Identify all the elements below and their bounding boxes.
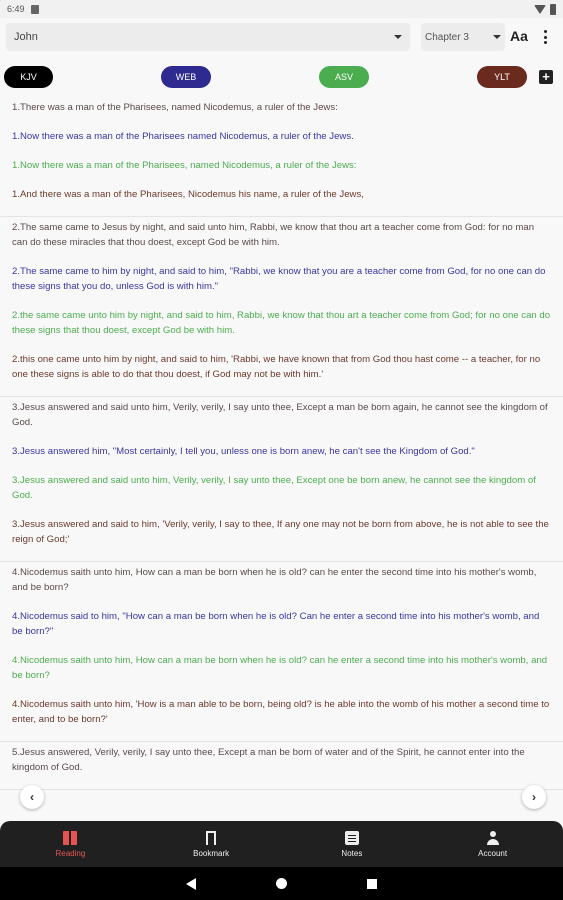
verse-group	[0, 742, 563, 790]
verse-text[interactable]: 3.Jesus answered and said to him, 'Verily, verily, I say to thee, If any one may not be born from above, he is not able to see the reign of God;'	[12, 519, 549, 545]
version-pill-kjv[interactable]: KJV	[4, 66, 53, 88]
verse-text[interactable]: 2.the same came unto him by night, and said to him, Rabbi, we know that thou art a teacher come from God; for no one can do these signs that thou doest, except God be with him.	[12, 310, 551, 336]
next-chapter-button[interactable]: ›	[522, 785, 546, 809]
back-icon[interactable]	[186, 878, 196, 890]
status-bar	[0, 0, 563, 18]
verse-text[interactable]: 5.Jesus answered, Verily, verily, I say unto thee, Except a man be born of water and of the Spirit, he cannot enter into the kingdom of God.	[12, 747, 525, 773]
home-icon[interactable]	[276, 878, 287, 889]
version-pill-ylt[interactable]: YLT	[477, 66, 527, 88]
font-size-button[interactable]: Aa	[510, 28, 528, 44]
verse-text[interactable]: 1.There was a man of the Pharisees, named Nicodemus, a ruler of the Jews:	[12, 102, 338, 113]
status-time: 6:49	[7, 4, 25, 14]
sd-card-icon	[31, 5, 39, 14]
verse-group	[0, 217, 563, 397]
notes-icon	[345, 831, 359, 845]
bookmark-icon	[206, 831, 216, 845]
verse-text[interactable]: 1.Now there was a man of the Pharisees named Nicodemus, a ruler of the Jews.	[12, 131, 354, 142]
nav-item-label: Bookmark	[193, 848, 230, 858]
recent-apps-icon[interactable]	[367, 879, 377, 889]
verse-group	[0, 97, 563, 217]
nav-item-notes[interactable]	[282, 821, 423, 867]
verse-group	[0, 397, 563, 562]
add-version-icon[interactable]: +	[539, 70, 553, 84]
nav-item-account[interactable]	[422, 821, 563, 867]
verse-list[interactable]	[0, 97, 563, 819]
wifi-icon	[534, 5, 546, 14]
chevron-down-icon	[394, 35, 402, 39]
version-pill-asv[interactable]: ASV	[319, 66, 369, 88]
nav-item-label: Notes	[341, 848, 363, 858]
verse-text[interactable]: 3.Jesus answered and said unto him, Verily, verily, I say unto thee, Except one be born anew, he cannot see the kingdom of God.	[12, 475, 536, 501]
verse-text[interactable]: 3.Jesus answered and said unto him, Verily, verily, I say unto thee, Except a man be born again, he cannot see the kingdom of God.	[12, 402, 548, 428]
top-bar	[0, 22, 563, 52]
chapter-select[interactable]	[421, 23, 505, 51]
nav-item-reading[interactable]	[0, 821, 141, 867]
bottom-navigation	[0, 821, 563, 867]
status-icons	[534, 4, 556, 15]
previous-chapter-button[interactable]: ‹	[20, 785, 44, 809]
book-select[interactable]	[6, 23, 410, 51]
nav-item-label: Reading	[55, 848, 86, 858]
verse-group	[0, 562, 563, 742]
verse-text[interactable]: 1.Now there was a man of the Pharisees, named Nicodemus, a ruler of the Jews:	[12, 160, 357, 171]
verse-text[interactable]: 4.Nicodemus saith unto him, 'How is a man able to be born, being old? is he able into the womb of his mother a second time to enter, and to be born?'	[12, 699, 550, 725]
verse-text[interactable]: 4.Nicodemus saith unto him, How can a man be born when he is old? can he enter the second time into his mother's womb, and be born?	[12, 567, 537, 593]
verse-text[interactable]: 2.The same came to Jesus by night, and said unto him, Rabbi, we know that thou art a teacher come from God: for no man can do these miracles that thou doest, except God be with him.	[12, 222, 535, 248]
account-icon	[486, 831, 500, 845]
chevron-down-icon	[493, 35, 501, 39]
version-pill-web[interactable]: WEB	[161, 66, 211, 88]
more-options-icon[interactable]	[542, 30, 548, 44]
nav-item-bookmark[interactable]	[141, 821, 282, 867]
book-icon	[63, 831, 77, 845]
verse-text[interactable]: 3.Jesus answered him, "Most certainly, I tell you, unless one is born anew, he can't see the Kingdom of God."	[12, 446, 475, 457]
book-select-value: John	[14, 31, 38, 43]
chapter-select-value: Chapter 3	[425, 31, 469, 43]
verse-text[interactable]: 2.The same came to him by night, and said to him, "Rabbi, we know that you are a teacher come from God, for no one can do these signs that you do, unless God is with him."	[12, 266, 546, 292]
system-navigation-bar	[0, 867, 563, 900]
verse-text[interactable]: 4.Nicodemus said to him, "How can a man be born when he is old? Can he enter a second time into his mother's womb, and be born?"	[12, 611, 540, 637]
verse-text[interactable]: 2.this one came unto him by night, and said to him, 'Rabbi, we have known that from God thou hast come -- a teacher, for no one these signs is able to do that thou doest, if God may not be with him.'	[12, 354, 541, 380]
verse-text[interactable]: 4.Nicodemus saith unto him, How can a man be born when he is old? can he enter a second time into his mother's womb, and be born?	[12, 655, 548, 681]
verse-text[interactable]: 1.And there was a man of the Pharisees, Nicodemus his name, a ruler of the Jews,	[12, 189, 364, 200]
nav-item-label: Account	[478, 848, 508, 858]
battery-icon	[550, 4, 556, 15]
